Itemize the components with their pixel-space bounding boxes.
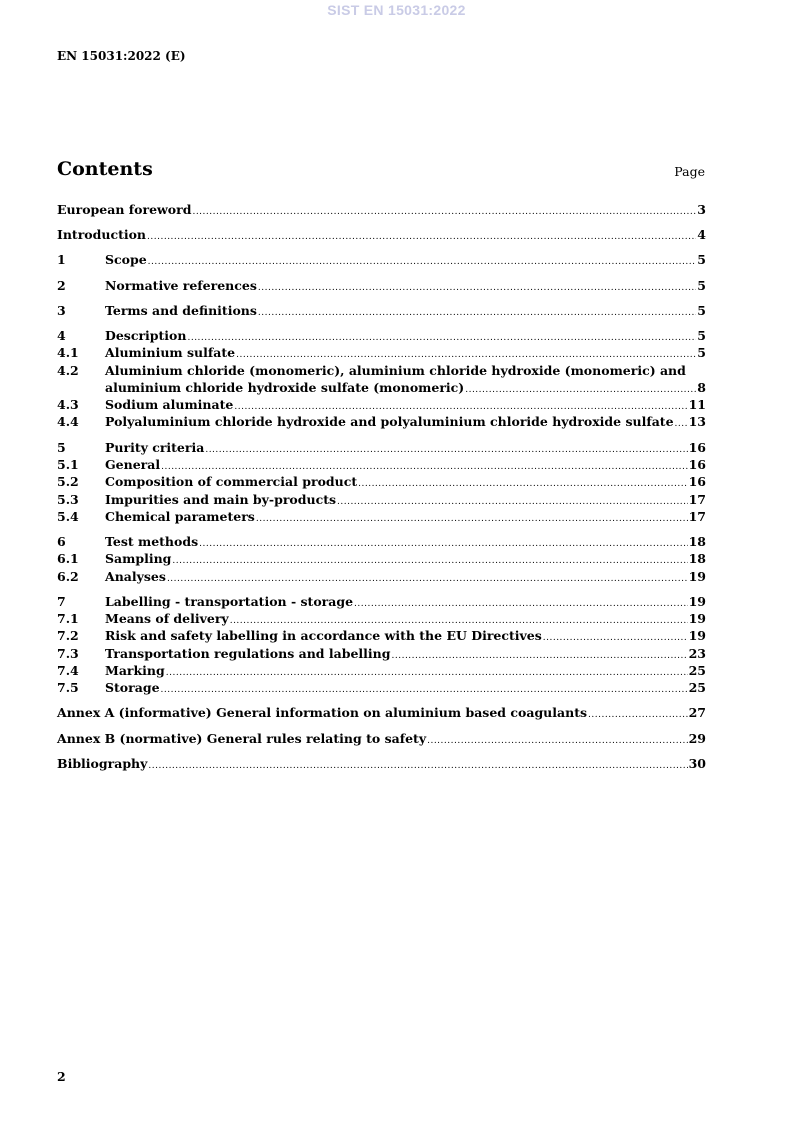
toc-entry[interactable] bbox=[57, 396, 706, 413]
toc-entry[interactable] bbox=[57, 610, 706, 627]
toc-entry-number: 4.1 bbox=[57, 345, 79, 361]
toc-entry[interactable] bbox=[57, 362, 706, 397]
toc-entry-number: 3 bbox=[57, 302, 66, 318]
toc-entry[interactable] bbox=[57, 473, 706, 490]
toc-entry-number: 1 bbox=[57, 252, 66, 268]
toc-entry-page: 11 bbox=[688, 397, 706, 413]
toc-entry[interactable] bbox=[57, 327, 706, 344]
toc-entry-title: Terms and definitions bbox=[105, 302, 257, 318]
toc-entry[interactable] bbox=[57, 251, 706, 268]
toc-entry-number: 5.1 bbox=[57, 456, 79, 472]
page-number: 2 bbox=[57, 1069, 66, 1084]
toc-entry-number: 5.2 bbox=[57, 474, 79, 490]
contents-heading: Contents bbox=[57, 158, 153, 180]
toc-leader-dots bbox=[258, 280, 696, 297]
toc-entry[interactable] bbox=[57, 730, 706, 747]
toc-entry-title: Scope bbox=[105, 252, 147, 268]
toc-entry-title: Labelling - transportation - storage bbox=[105, 593, 354, 609]
toc-entry-page: 4 bbox=[697, 227, 706, 243]
toc-entry-title-continued: aluminium chloride hydroxide sulfate (monomeric) bbox=[105, 379, 465, 395]
toc-entry[interactable] bbox=[57, 413, 706, 430]
toc-entry-title: Analyses bbox=[105, 568, 166, 584]
toc-entry[interactable] bbox=[57, 645, 706, 662]
toc-entry-number: 4 bbox=[57, 327, 66, 343]
toc-entry-title: Normative references bbox=[105, 277, 257, 293]
toc-entry-page: 19 bbox=[688, 568, 706, 584]
toc-entry-page: 25 bbox=[688, 680, 706, 696]
toc-entry[interactable] bbox=[57, 662, 706, 679]
toc-entry[interactable] bbox=[57, 491, 706, 508]
toc-entry-number: 5 bbox=[57, 439, 66, 455]
toc-leader-dots bbox=[588, 707, 688, 724]
toc-entry-page: 5 bbox=[697, 252, 706, 268]
table-of-contents bbox=[57, 201, 706, 772]
toc-entry[interactable] bbox=[57, 277, 706, 294]
toc-entry-page: 16 bbox=[688, 474, 706, 490]
toc-entry-page: 18 bbox=[688, 551, 706, 567]
toc-entry-title: European foreword bbox=[57, 202, 192, 217]
toc-entry[interactable] bbox=[57, 593, 706, 610]
toc-entry[interactable] bbox=[57, 508, 706, 525]
toc-entry-page: 8 bbox=[697, 379, 706, 395]
toc-entry-page: 5 bbox=[697, 327, 706, 343]
toc-leader-dots bbox=[167, 571, 688, 588]
toc-entry-page: 18 bbox=[688, 533, 706, 549]
toc-entry-number: 6.1 bbox=[57, 551, 79, 567]
watermark: SIST EN 15031:2022 bbox=[327, 2, 466, 18]
toc-leader-dots bbox=[675, 416, 688, 433]
toc-entry[interactable] bbox=[57, 439, 706, 456]
toc-entry-title: Sampling bbox=[105, 551, 172, 567]
toc-entry-title: Sodium aluminate bbox=[105, 397, 234, 413]
toc-entry-title: Risk and safety labelling in accordance with the EU Directives bbox=[105, 628, 542, 644]
toc-entry-page: 5 bbox=[697, 302, 706, 318]
toc-entry[interactable] bbox=[57, 456, 706, 473]
toc-entry[interactable] bbox=[57, 679, 706, 696]
toc-entry-number: 4.3 bbox=[57, 397, 79, 413]
toc-leader-dots bbox=[147, 229, 696, 246]
toc-entry-title: Test methods bbox=[105, 533, 199, 549]
toc-entry-title: Transportation regulations and labelling bbox=[105, 645, 391, 661]
toc-entry-title: Annex A (informative) General information on aluminium based coagulants bbox=[57, 705, 588, 721]
toc-entry[interactable] bbox=[57, 550, 706, 567]
toc-entry-title: General bbox=[105, 456, 161, 472]
toc-entry-number: 6 bbox=[57, 533, 66, 549]
toc-entry-page: 29 bbox=[688, 730, 706, 746]
toc-entry-page: 17 bbox=[688, 491, 706, 507]
toc-entry-page: 27 bbox=[688, 705, 706, 721]
toc-entry-number: 4.4 bbox=[57, 414, 79, 430]
toc-entry-title: Aluminium chloride (monomeric), aluminium chloride hydroxide (monomeric) and bbox=[105, 362, 686, 378]
toc-entry-page: 13 bbox=[688, 414, 706, 430]
toc-entry-title: Composition of commercial product bbox=[105, 474, 358, 490]
document-id: EN 15031:2022 (E) bbox=[57, 49, 186, 63]
toc-leader-dots bbox=[148, 758, 687, 775]
toc-entry-title: Marking bbox=[105, 662, 165, 678]
toc-entry[interactable] bbox=[57, 226, 706, 243]
toc-entry[interactable] bbox=[57, 568, 706, 585]
toc-leader-dots bbox=[161, 682, 688, 699]
toc-entry[interactable] bbox=[57, 201, 706, 218]
toc-entry-number: 5.4 bbox=[57, 508, 79, 524]
toc-entry-title: Annex B (normative) General rules relating to safety bbox=[57, 730, 427, 746]
toc-entry-page: 19 bbox=[688, 611, 706, 627]
toc-entry-number: 7.4 bbox=[57, 662, 79, 678]
toc-entry-page: 17 bbox=[688, 508, 706, 524]
toc-entry-page: 5 bbox=[697, 277, 706, 293]
toc-entry-number: 4.2 bbox=[57, 362, 79, 378]
toc-entry[interactable] bbox=[57, 627, 706, 644]
toc-entry-title: Means of delivery bbox=[105, 611, 229, 627]
toc-entry[interactable] bbox=[57, 755, 706, 772]
toc-entry-page: 16 bbox=[688, 456, 706, 472]
toc-leader-dots bbox=[148, 254, 697, 271]
toc-leader-dots bbox=[258, 305, 696, 322]
toc-leader-dots bbox=[256, 511, 688, 528]
toc-entry-title: Polyaluminium chloride hydroxide and polyaluminium chloride hydroxide sulfate bbox=[105, 414, 674, 430]
toc-entry[interactable] bbox=[57, 704, 706, 721]
toc-entry[interactable] bbox=[57, 344, 706, 361]
toc-entry-number: 7.5 bbox=[57, 680, 79, 696]
toc-entry-page: 19 bbox=[688, 628, 706, 644]
toc-leader-dots bbox=[427, 733, 688, 750]
toc-leader-dots bbox=[192, 204, 696, 221]
toc-entry-page: 5 bbox=[697, 345, 706, 361]
toc-entry-title: Introduction bbox=[57, 227, 147, 243]
toc-entry-title: Purity criteria bbox=[105, 439, 205, 455]
toc-entry-number: 2 bbox=[57, 277, 66, 293]
toc-entry[interactable] bbox=[57, 533, 706, 550]
toc-entry-title: Bibliography bbox=[57, 755, 148, 771]
toc-entry-title: Aluminium sulfate bbox=[105, 345, 236, 361]
toc-entry-page: 3 bbox=[697, 202, 706, 217]
toc-entry-page: 19 bbox=[688, 593, 706, 609]
toc-entry-page: 23 bbox=[688, 645, 706, 661]
toc-entry-number: 7 bbox=[57, 593, 66, 609]
toc-entry[interactable] bbox=[57, 302, 706, 319]
toc-entry-number: 7.1 bbox=[57, 611, 79, 627]
toc-entry-number: 5.3 bbox=[57, 491, 79, 507]
toc-entry-title: Storage bbox=[105, 680, 160, 696]
toc-entry-title: Impurities and main by-products bbox=[105, 491, 336, 507]
toc-entry-number: 7.2 bbox=[57, 628, 79, 644]
toc-entry-number: 7.3 bbox=[57, 645, 79, 661]
toc-entry-title: Chemical parameters bbox=[105, 508, 255, 524]
toc-entry-page: 30 bbox=[688, 755, 706, 771]
page-column-label: Page bbox=[674, 164, 705, 179]
toc-entry-title: Description bbox=[105, 327, 187, 343]
toc-entry-page: 16 bbox=[688, 439, 706, 455]
toc-entry-page: 25 bbox=[688, 662, 706, 678]
toc-entry-number: 6.2 bbox=[57, 568, 79, 584]
